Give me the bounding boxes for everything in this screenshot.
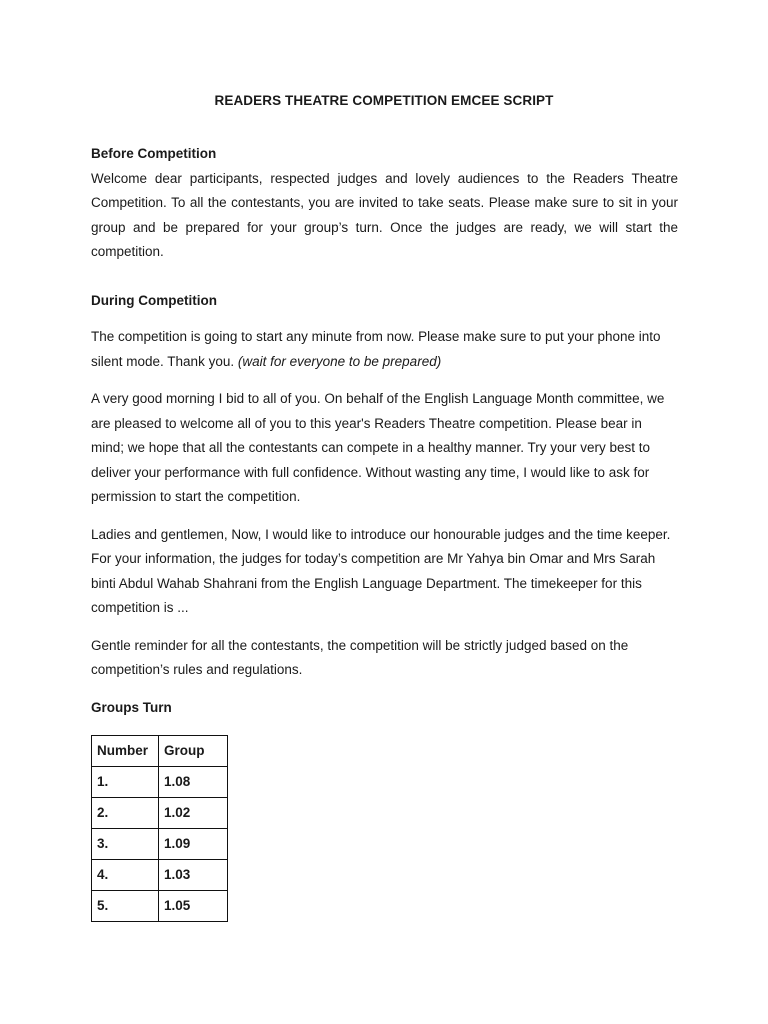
cell-group: 1.09 [159,829,228,860]
section-heading-before: Before Competition [91,146,217,161]
column-header-group: Group [159,736,228,767]
document-body [91,142,678,922]
during-paragraph-4: Gentle reminder for all the contestants, the competition will be strictly judged based on the competition’s rules and regulations. [91,637,629,677]
cell-group: 1.08 [159,767,228,798]
cell-group: 1.02 [159,798,228,829]
cell-number: 5. [92,891,159,922]
cell-group: 1.03 [159,860,228,891]
document-title: READERS THEATRE COMPETITION EMCEE SCRIPT [214,93,554,108]
cell-group: 1.05 [159,891,228,922]
table-row [92,891,228,922]
cell-number: 1. [92,767,159,798]
during-paragraph-2: A very good morning I bid to all of you. On behalf of the English Language Month committee, we are pleased to welcome all of you to this year's Readers Theatre competition. Please bear in mind; we hope that all the contestants can compete in a healthy manner. Try your very best to deliver your performance with full confidence. Without wasting any time, I would like to ask for permission to start the competition. [91,391,665,504]
table-row [92,829,228,860]
table-row [92,767,228,798]
table-row [92,860,228,891]
groups-turn-table [91,735,228,922]
table-row [92,798,228,829]
before-paragraph: Welcome dear participants, respected judges and lovely audiences to the Readers Theatre Competition. To all the contestants, you are invited to take seats. Please make sure to sit in your group and be prepared for your group’s turn. Once the judges are ready, we will start the competition. [91,170,678,259]
section-heading-during: During Competition [91,292,217,308]
section-heading-groups: Groups Turn [91,699,172,715]
during-paragraph-1 [91,325,678,374]
column-header-number: Number [92,736,159,767]
cell-number: 4. [92,860,159,891]
during-paragraph-3: Ladies and gentlemen, Now, I would like to introduce our honourable judges and the time keeper. For your information, the judges for today’s competition are Mr Yahya bin Omar and Mrs Sarah binti Abdul Wahab Shahrani from the English Language Department. The timekeeper for this competition is ... [91,526,671,615]
table-header-row [92,736,228,767]
cell-number: 2. [92,798,159,829]
stage-direction: (wait for everyone to be prepared) [237,353,442,369]
cell-number: 3. [92,829,159,860]
during-paragraph-1-text: The competition is going to start any minute from now. Please make sure to put your phone into silent mode. Thank you. [91,329,661,369]
